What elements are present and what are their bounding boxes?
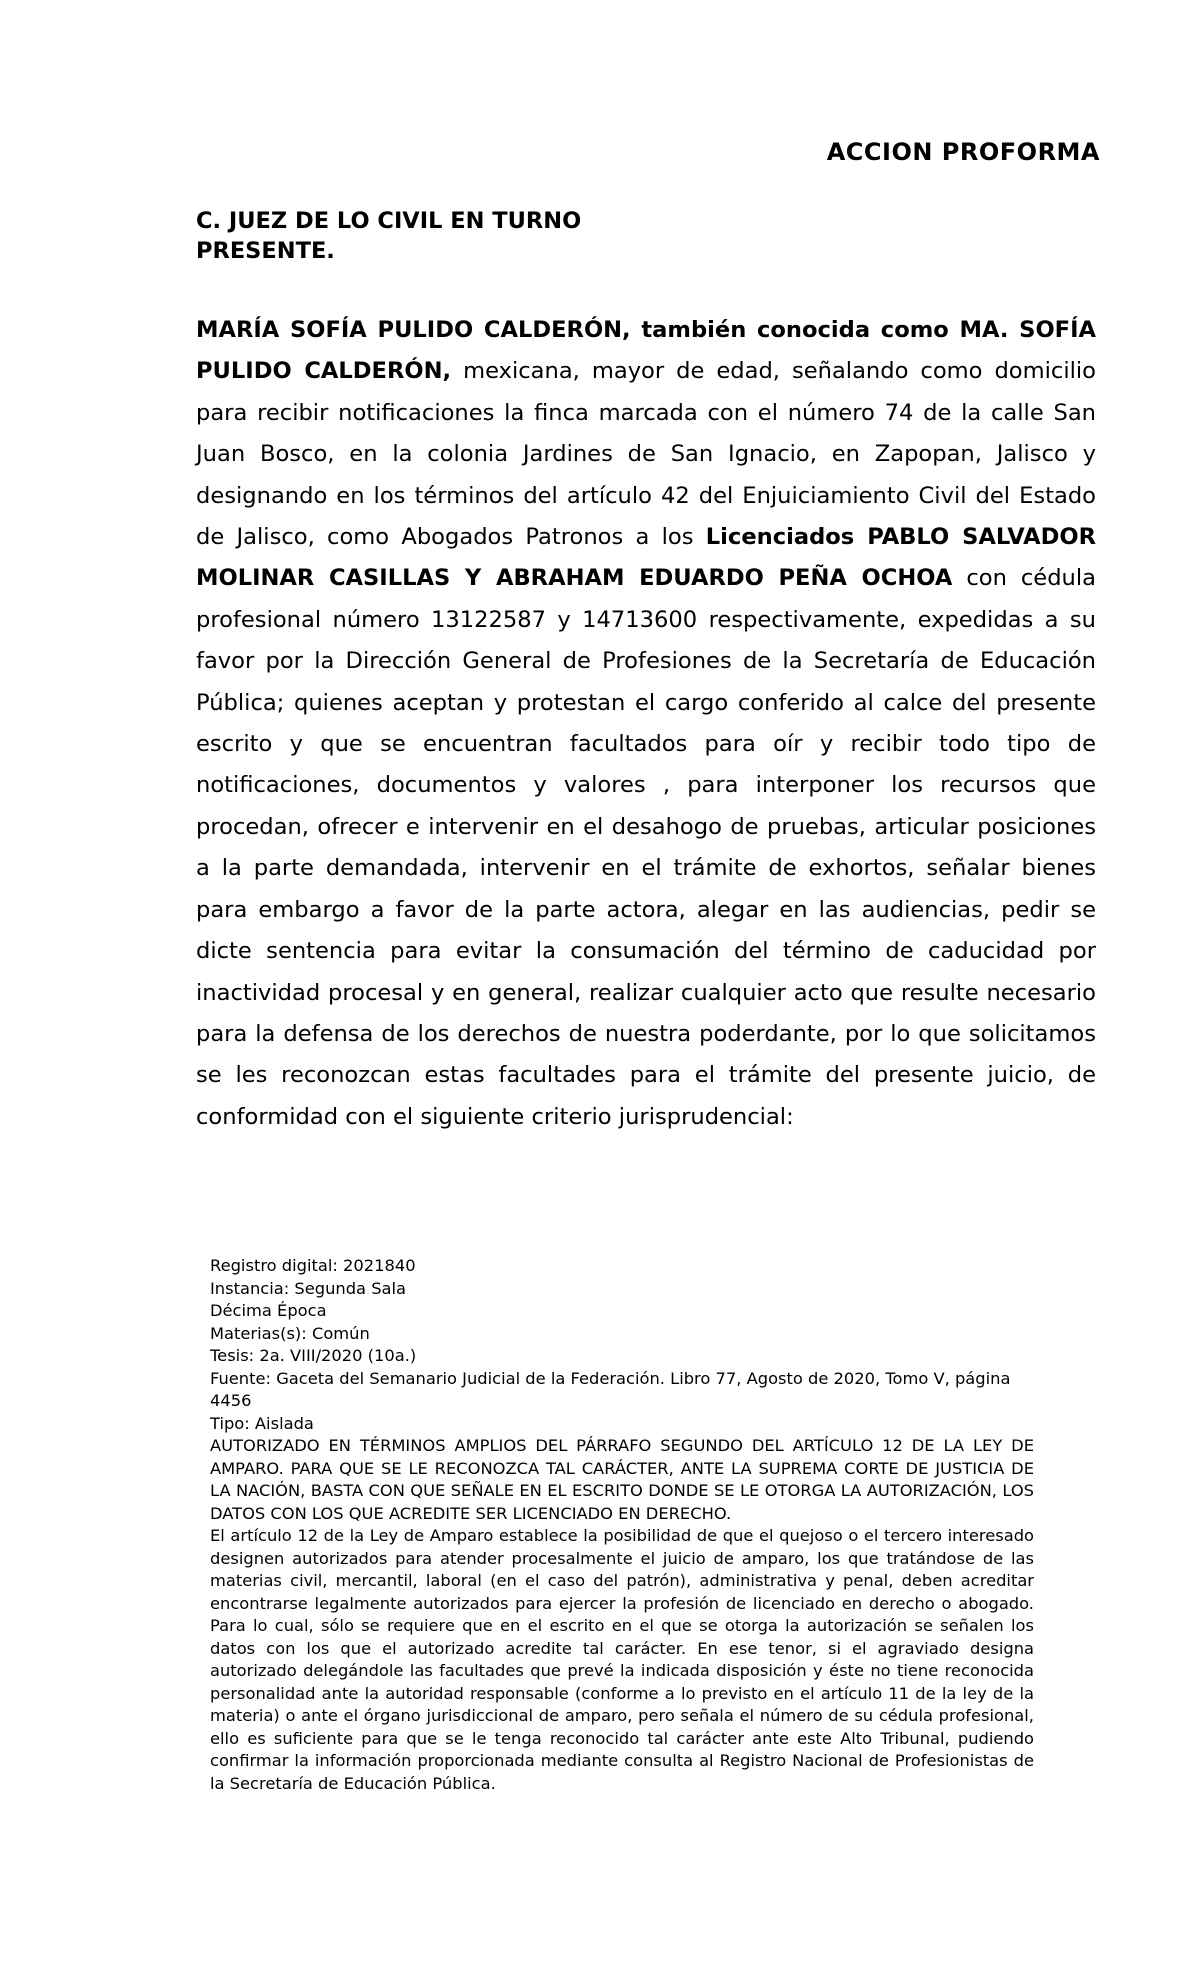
thesis-instancia: Instancia: Segunda Sala <box>210 1278 407 1298</box>
thesis-tipo: Tipo: Aislada <box>210 1413 314 1433</box>
addressee-judge: C. JUEZ DE LO CIVIL EN TURNO <box>196 208 582 234</box>
body-text-part-2: con cédula profesional número 13122587 y 14713600 respectivamente, expedidas a su favor por la Dirección General de Profesiones de la Secretaría de Educación Pública; quienes aceptan y protestan el cargo conferido al calce del presente escrito y que se encuentran facultados para oír y recibir todo tipo de notificaciones, documentos y valores , para interponer los recursos que procedan, ofrecer e intervenir en el desahogo de pruebas, articular posiciones a la parte demandada, intervenir en el trámite de exhortos, señalar bienes para embargo a favor de la parte actora, alegar en las audiencias, pedir se dicte sentencia para evitar la consumación del término de caducidad por inactividad procesal y en general, realizar cualquier acto que resulte necesario para la defensa de los derechos de nuestra poderdante, por lo que solicitamos se les reconozcan estas facultades para el trámite del presente juicio, de conformidad con el siguiente criterio jurisprudencial: <box>196 565 1096 1130</box>
thesis-tesis: Tesis: 2a. VIII/2020 (10a.) <box>210 1346 417 1365</box>
thesis-epoca: Décima Época <box>210 1301 327 1320</box>
thesis-registro: Registro digital: 2021840 <box>210 1256 416 1275</box>
thesis-rubro: AUTORIZADO EN TÉRMINOS AMPLIOS DEL PÁRRAFO SEGUNDO DEL ARTÍCULO 12 DE LA LEY DE AMPARO. PARA QUE SE LE RECONOZCA TAL CARÁCTER, ANTE LA SUPREMA CORTE DE JUSTICIA DE LA NACIÓN, BASTA CON QUE SEÑALE EN EL ESCRITO DONDE SE LE OTORGA LA AUTORIZACIÓN, LOS DATOS CON LOS QUE ACREDITE SER LICENCIADO EN DERECHO. <box>210 1436 1034 1523</box>
jurisprudence-citation <box>210 1255 1034 1795</box>
body-paragraph <box>196 310 1096 1138</box>
thesis-fuente: Fuente: Gaceta del Semanario Judicial de la Federación. Libro 77, Agosto de 2020, Tomo V, página 4456 <box>210 1368 1011 1410</box>
thesis-texto: El artículo 12 de la Ley de Amparo establece la posibilidad de que el quejoso o el tercero interesado designen autorizados para atender procesalmente el juicio de amparo, los que tratándose de las materias civil, mercantil, laboral (en el caso del patrón), administrativa y penal, deben acreditar encontrarse legalmente autorizados para ejercer la profesión de licenciado en derecho o abogado. Para lo cual, sólo se requiere que en el escrito en el que se otorga la autorización se señalen los datos con los que el autorizado acredite tal carácter. En ese tenor, si el agraviado designa autorizado delegándole las facultades que prevé la indicada disposición y éste no tiene reconocida personalidad ante la autoridad responsable (conforme a lo previsto en el artículo 11 de la ley de la materia) o ante el órgano jurisdiccional de amparo, pero señala el número de su cédula profesional, ello es suficiente para que se le tenga reconocido tal carácter ante este Alto Tribunal, pudiendo confirmar la información proporcionada mediante consulta al Registro Nacional de Profesionistas de la Secretaría de Educación Pública. <box>210 1526 1034 1793</box>
party-name: MARÍA SOFÍA PULIDO CALDERÓN, también conocida como MA. SOFÍA PULIDO CALDERÓN, <box>196 317 1096 385</box>
lawyers-names: Licenciados PABLO SALVADOR MOLINAR CASILLAS Y ABRAHAM EDUARDO PEÑA OCHOA <box>196 524 1096 592</box>
addressee-block <box>196 206 581 266</box>
document-title: ACCION PROFORMA <box>826 138 1100 166</box>
thesis-materias: Materias(s): Común <box>210 1323 370 1343</box>
body-text-part-1: mexicana, mayor de edad, señalando como domicilio para recibir notificaciones la finca marcada con el número 74 de la calle San Juan Bosco, en la colonia Jardines de San Ignacio, en Zapopan, Jalisco y designando en los términos del artículo 42 del Enjuiciamiento Civil del Estado de Jalisco, como Abogados Patronos a los <box>196 358 1096 551</box>
addressee-present: PRESENTE. <box>196 238 335 264</box>
